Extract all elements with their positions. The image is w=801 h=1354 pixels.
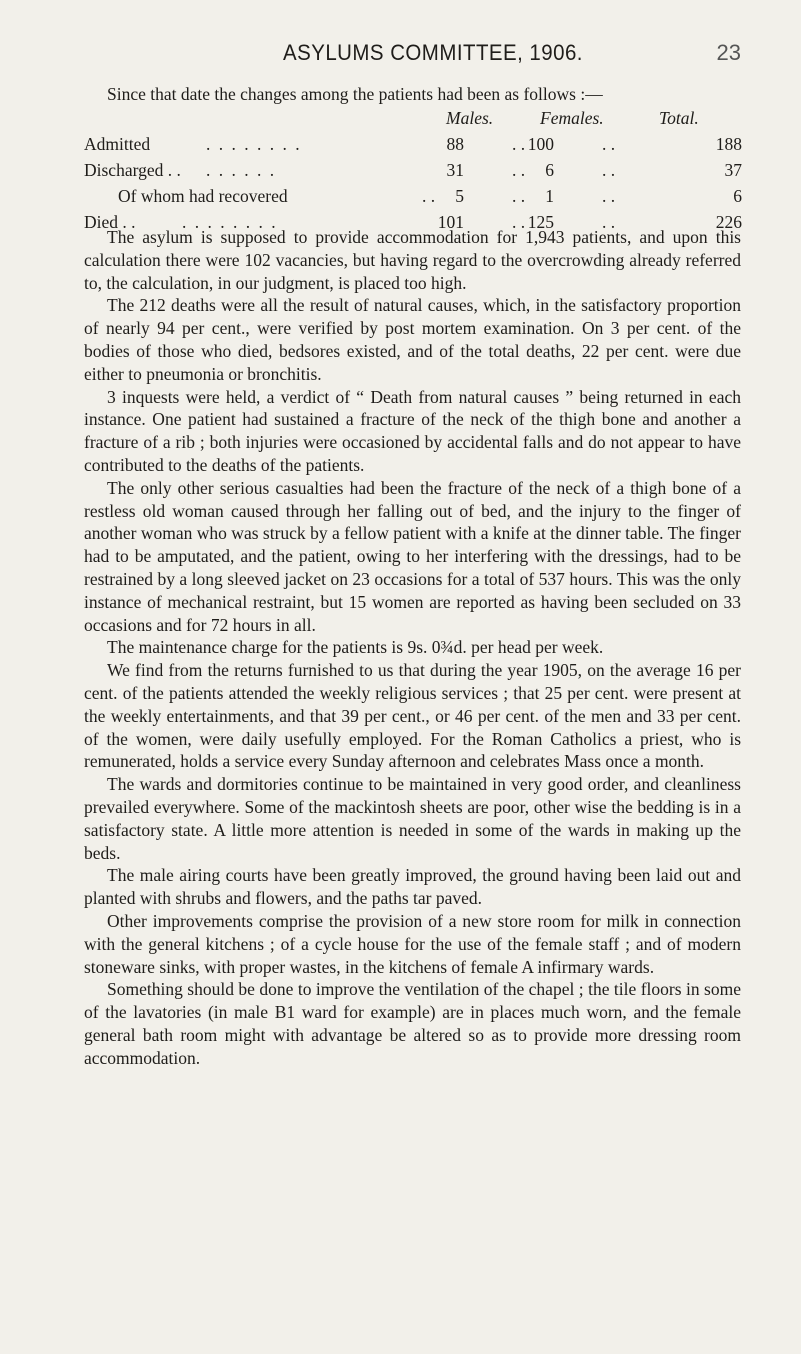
cell-total: 188: [715, 134, 742, 154]
table-row-discharged: [84, 160, 744, 186]
paragraph-services: We find from the returns furnished to us that during the year 1905, on the average 16 per cent. of the patients attended the weekly religious services ; that 25 per cent. were present at the weekly entertainments, and that 39 per cent., or 46 per cent. of the men and 33 per cent. of the women, were daily usefully employed. For the Roman Catholics a priest, who is remunerated, holds a service every Sunday afternoon and celebrates Mass once a month.: [84, 660, 741, 772]
cell-females: 125: [527, 212, 554, 232]
header-males: Males.: [446, 108, 494, 128]
row-label: Of whom had recovered: [118, 186, 288, 206]
table-header-row: [84, 108, 744, 134]
paragraph-deaths: The 212 deaths were all the result of natural causes, which, in the satisfactory proportion of nearly 94 per cent., were verified by post mortem examination. On 3 per cent. of the bodies of those who died, bedsores existed, and of the total deaths, 22 per cent. were due either to pneumonia or bronchitis.: [84, 295, 741, 384]
separator-dots: . .: [602, 134, 616, 154]
cell-males: 88: [446, 134, 464, 154]
intro-sentence: Since that date the changes among the patients had been as follows :—: [107, 84, 603, 104]
cell-males: 31: [446, 160, 464, 180]
table-row-recovered: [84, 186, 744, 212]
paragraph-wards: The wards and dormitories continue to be maintained in very good order, and cleanliness prevailed everywhere. Some of the mackintosh sheets are poor, other wise the bedding is in a satisfactory state. A little more attention is needed in some of the wards in making up the beds.: [84, 774, 741, 863]
paragraph-inquests: 3 inquests were held, a verdict of “ Death from natural causes ” being returned in each instance. One patient had sustained a fracture of the neck of the thigh bone and another a fracture of a rib ; both injuries were occasioned by accidental falls and do not appear to have contributed to the deaths of the patients.: [84, 386, 741, 475]
separator-dots: . .: [422, 186, 436, 206]
header-total: Total.: [659, 108, 699, 128]
cell-females: 100: [527, 134, 554, 154]
paragraph-airing-courts: The male airing courts have been greatly improved, the ground having been laid out and planted with shrubs and flowers, and the paths tar paved.: [84, 865, 741, 909]
paragraph-ventilation: Something should be done to improve the ventilation of the chapel ; the tile floors in some of the lavatories (in male B1 ward for example) are in places much worn, and the female general bath room might with advantage be altered so as to provide more dressing room accommodation.: [84, 979, 741, 1068]
separator-dots: . .: [512, 134, 526, 154]
separator-dots: . .: [512, 186, 526, 206]
separator-dots: . .: [602, 212, 616, 232]
separator-dots: . .: [512, 160, 526, 180]
leader-dots: . . . . . .: [206, 160, 277, 180]
cell-total: 37: [724, 160, 742, 180]
cell-males: 5: [455, 186, 464, 206]
paragraph-accommodation: The asylum is supposed to provide accommodation for 1,943 patients, and upon this calculation there were 102 vacancies, but having regard to the overcrowding already referred to, the calculation, in our judgment, is placed too high.: [84, 227, 741, 293]
paragraph-casualties: The only other serious casualties had been the fracture of the neck of a thigh bone of a restless old woman caused through her falling out of bed, and the injury to the finger of another woman who was struck by a fellow patient with a knife at the dinner table. The finger had to be amputated, and the patient, owing to her interfering with the dressings, had to be restrained by a long sleeved jacket on 23 occasions for a total of 537 hours. This was the only instance of mechanical restraint, but 15 women are reported as having been secluded on 33 occasions and for 72 hours in all.: [84, 477, 741, 635]
cell-males: 101: [437, 212, 464, 232]
table-row-admitted: [84, 134, 744, 160]
separator-dots: . .: [512, 212, 526, 232]
paragraph-improvements: Other improvements comprise the provision of a new store room for milk in connection with the general kitchens ; of a cycle house for the use of the female staff ; and of modern stoneware sinks, with proper wastes, in the kitchens of female A infirmary wards.: [84, 910, 741, 977]
separator-dots: . .: [602, 160, 616, 180]
patient-changes-table: [84, 108, 744, 238]
leader-dots: . . . . . . . .: [206, 134, 302, 154]
cell-females: 6: [545, 160, 554, 180]
page-header: [0, 40, 801, 70]
cell-females: 1: [545, 186, 554, 206]
paragraph-maintenance: The maintenance charge for the patients is 9s. 0¾d. per head per week.: [107, 637, 604, 658]
header-females: Females.: [540, 108, 604, 128]
page-number: 23: [716, 40, 741, 65]
cell-total: 226: [715, 212, 742, 232]
separator-dots: . .: [602, 186, 616, 206]
row-label: Admitted: [84, 134, 151, 154]
cell-total: 6: [733, 186, 742, 206]
leader-dots: . . . . . . . .: [182, 212, 278, 232]
report-body: [84, 226, 741, 1069]
row-label: Discharged . .: [84, 160, 181, 180]
row-label: Died . .: [84, 212, 136, 232]
running-title: ASYLUMS COMMITTEE, 1906.: [283, 40, 583, 65]
